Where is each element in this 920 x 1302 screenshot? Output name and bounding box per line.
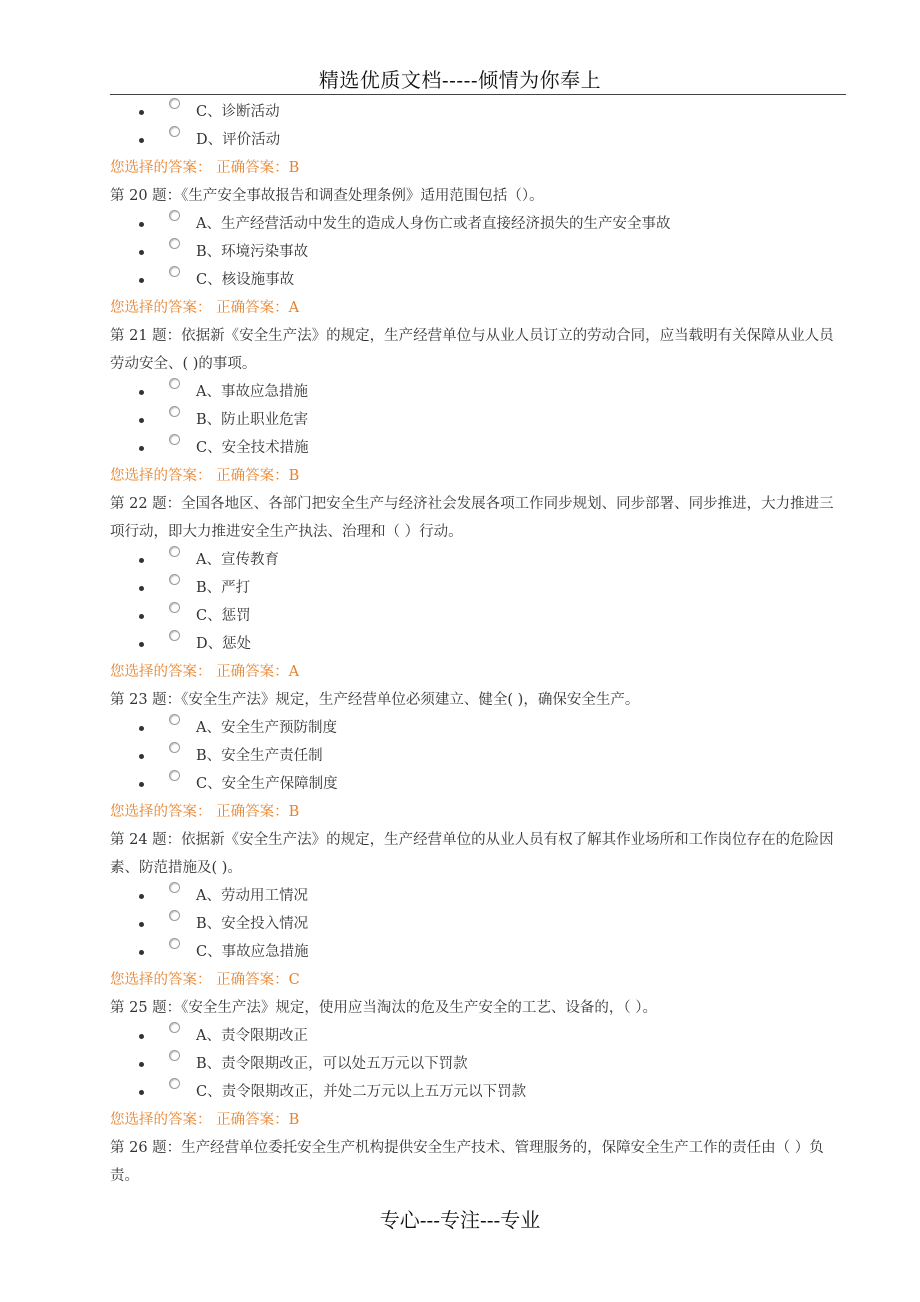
option-item[interactable] [110, 1050, 840, 1078]
option-item[interactable] [110, 1078, 840, 1106]
bullet-dot-icon [139, 726, 144, 731]
bullet-dot-icon [139, 110, 144, 115]
option-item[interactable] [110, 210, 840, 238]
answer-line: 您选择的答案： 正确答案：A [110, 664, 300, 680]
option-item[interactable] [110, 238, 840, 266]
option-label: C、诊断活动 [196, 104, 280, 120]
radio-button[interactable] [169, 406, 180, 417]
bullet-dot-icon [139, 390, 144, 395]
bullet-dot-icon [139, 950, 144, 955]
bullet-dot-icon [139, 614, 144, 619]
question-text: 第 23 题：《安全生产法》规定，生产经营单位必须建立、健全( )，确保安全生产。 [110, 692, 640, 708]
option-label: C、安全生产保障制度 [196, 776, 338, 792]
option-label: A、劳动用工情况 [196, 888, 308, 904]
radio-button[interactable] [169, 938, 180, 949]
bullet-dot-icon [139, 418, 144, 423]
option-item[interactable] [110, 630, 840, 658]
option-item[interactable] [110, 406, 840, 434]
question-text: 第 24 题：依据新《安全生产法》的规定，生产经营单位的从业人员有权了解其作业场所和工作岗位存在的危险因素、防范措施及( )。 [110, 832, 834, 876]
option-item[interactable] [110, 434, 840, 462]
quiz-content [110, 98, 840, 1190]
answer-line: 您选择的答案： 正确答案：B [110, 804, 300, 820]
bullet-dot-icon [139, 754, 144, 759]
bullet-dot-icon [139, 446, 144, 451]
question-text: 第 25 题：《安全生产法》规定，使用应当淘汰的危及生产安全的工艺、设备的，（ ）。 [110, 1000, 658, 1016]
option-item[interactable] [110, 98, 840, 126]
answer-line: 您选择的答案： 正确答案：A [110, 300, 300, 316]
radio-button[interactable] [169, 602, 180, 613]
bullet-dot-icon [139, 278, 144, 283]
radio-button[interactable] [169, 238, 180, 249]
question-text: 第 26 题：生产经营单位委托安全生产机构提供安全生产技术、管理服务的，保障安全生产工作的责任由（ ）负责。 [110, 1140, 824, 1184]
radio-button[interactable] [169, 546, 180, 557]
bullet-dot-icon [139, 250, 144, 255]
option-label: B、安全生产责任制 [196, 748, 323, 764]
radio-button[interactable] [169, 434, 180, 445]
radio-button[interactable] [169, 98, 180, 109]
option-item[interactable] [110, 882, 840, 910]
option-list [110, 98, 840, 154]
option-label: A、宣传教育 [196, 552, 279, 568]
option-item[interactable] [110, 378, 840, 406]
answer-line: 您选择的答案： 正确答案：C [110, 972, 300, 988]
option-item[interactable] [110, 714, 840, 742]
bullet-dot-icon [139, 642, 144, 647]
option-list [110, 210, 840, 294]
radio-button[interactable] [169, 714, 180, 725]
radio-button[interactable] [169, 266, 180, 277]
bullet-dot-icon [139, 1034, 144, 1039]
bullet-dot-icon [139, 1090, 144, 1095]
option-label: A、责令限期改正 [196, 1028, 308, 1044]
radio-button[interactable] [169, 210, 180, 221]
option-item[interactable] [110, 910, 840, 938]
option-label: C、责令限期改正，并处二万元以上五万元以下罚款 [196, 1084, 527, 1100]
bullet-dot-icon [139, 222, 144, 227]
option-list [110, 378, 840, 462]
page-footer: 专心---专注---专业 [379, 1208, 541, 1232]
radio-button[interactable] [169, 882, 180, 893]
bullet-dot-icon [139, 586, 144, 591]
option-item[interactable] [110, 546, 840, 574]
option-label: D、惩处 [196, 636, 252, 652]
option-label: C、惩罚 [196, 608, 251, 624]
radio-button[interactable] [169, 1050, 180, 1061]
radio-button[interactable] [169, 770, 180, 781]
page-header-title: 精选优质文档-----倾情为你奉上 [318, 68, 602, 92]
option-list [110, 882, 840, 966]
option-label: B、安全投入情况 [196, 916, 309, 932]
bullet-dot-icon [139, 1062, 144, 1067]
option-label: D、评价活动 [196, 132, 281, 148]
option-label: B、防止职业危害 [196, 412, 309, 428]
option-label: B、严打 [196, 580, 251, 596]
option-item[interactable] [110, 770, 840, 798]
answer-line: 您选择的答案： 正确答案：B [110, 468, 300, 484]
option-item[interactable] [110, 574, 840, 602]
answer-line: 您选择的答案： 正确答案：B [110, 160, 300, 176]
radio-button[interactable] [169, 630, 180, 641]
radio-button[interactable] [169, 1022, 180, 1033]
option-item[interactable] [110, 602, 840, 630]
bullet-dot-icon [139, 558, 144, 563]
option-item[interactable] [110, 742, 840, 770]
bullet-dot-icon [139, 922, 144, 927]
option-label: A、事故应急措施 [196, 384, 308, 400]
option-list [110, 714, 840, 798]
header-divider [110, 94, 846, 95]
question-text: 第 21 题：依据新《安全生产法》的规定，生产经营单位与从业人员订立的劳动合同，应当载明有关保障从业人员劳动安全、( )的事项。 [110, 328, 834, 372]
option-list [110, 546, 840, 658]
radio-button[interactable] [169, 574, 180, 585]
option-item[interactable] [110, 126, 840, 154]
bullet-dot-icon [139, 138, 144, 143]
question-text: 第 22 题：全国各地区、各部门把安全生产与经济社会发展各项工作同步规划、同步部署、同步推进，大力推进三项行动，即大力推进安全生产执法、治理和（ ）行动。 [110, 496, 834, 540]
bullet-dot-icon [139, 782, 144, 787]
option-label: C、安全技术措施 [196, 440, 309, 456]
option-label: C、事故应急措施 [196, 944, 309, 960]
question-text: 第 20 题：《生产安全事故报告和调查处理条例》适用范围包括（）。 [110, 188, 544, 204]
radio-button[interactable] [169, 378, 180, 389]
option-label: C、核设施事故 [196, 272, 295, 288]
option-item[interactable] [110, 1022, 840, 1050]
answer-line: 您选择的答案： 正确答案：B [110, 1112, 300, 1128]
bullet-dot-icon [139, 894, 144, 899]
option-item[interactable] [110, 938, 840, 966]
option-label: B、环境污染事故 [196, 244, 309, 260]
option-label: B、责令限期改正，可以处五万元以下罚款 [196, 1056, 468, 1072]
option-label: A、生产经营活动中发生的造成人身伤亡或者直接经济损失的生产安全事故 [196, 216, 671, 232]
radio-button[interactable] [169, 742, 180, 753]
option-list [110, 1022, 840, 1106]
radio-button[interactable] [169, 126, 180, 137]
option-item[interactable] [110, 266, 840, 294]
radio-button[interactable] [169, 910, 180, 921]
radio-button[interactable] [169, 1078, 180, 1089]
option-label: A、安全生产预防制度 [196, 720, 337, 736]
